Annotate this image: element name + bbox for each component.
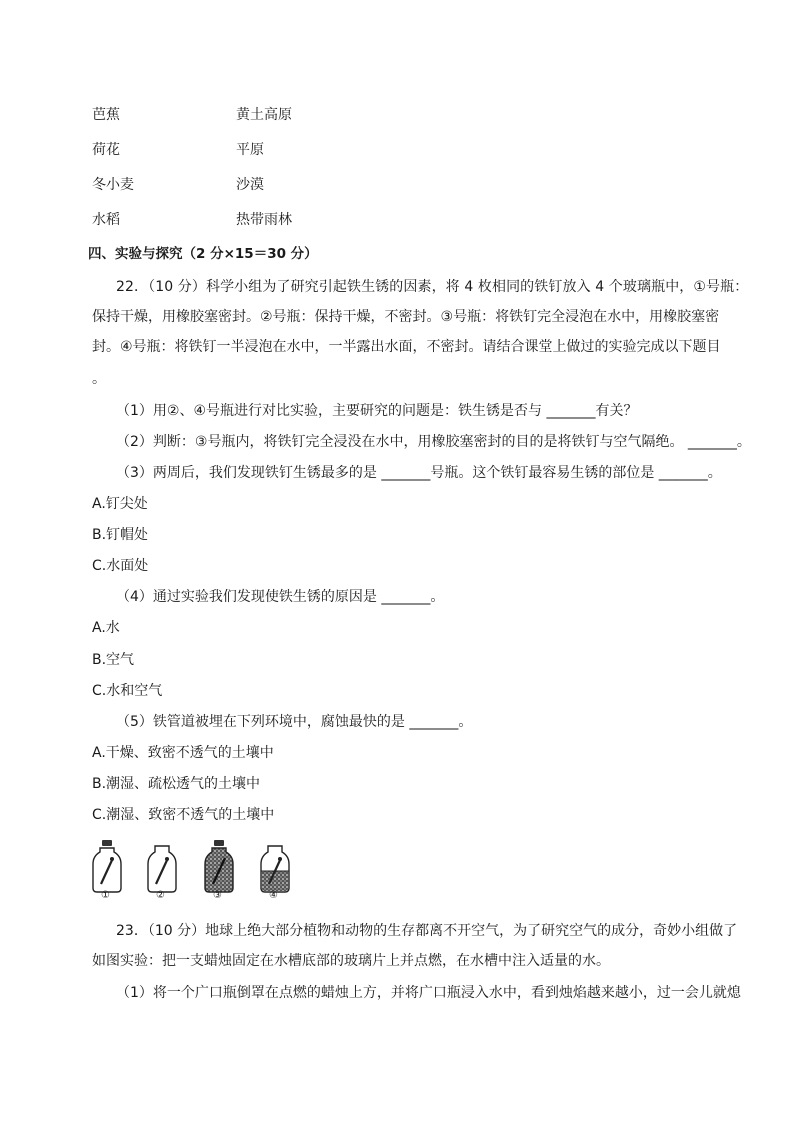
q22-sub3-option-c: C.水面处: [92, 558, 149, 574]
q22-sub3-option-a: A.钉尖处: [92, 496, 148, 512]
q22-sub5: （5）铁管道被埋在下列环境中，腐蚀最快的是 _______。: [116, 714, 473, 730]
pair-right-0: 黄土高原: [236, 107, 292, 123]
pair-right-3: 热带雨林: [236, 212, 292, 228]
q23-line-2: 如图实验：把一支蜡烛固定在水槽底部的玻璃片上并点燃，在水槽中注入适量的水。: [92, 953, 610, 969]
pair-left-3: 水稻: [92, 212, 120, 228]
q22-line-1: 22．（10 分）科学小组为了研究引起铁生锈的因素，将 4 枚相同的铁钉放入 4 个玻璃瓶中，①号瓶：: [116, 279, 749, 295]
pair-right-1: 平原: [236, 142, 264, 158]
q22-line-2: 保持干燥，用橡胶塞密封。②号瓶：保持干燥，不密封。③号瓶：将铁钉完全浸泡在水中，用橡胶塞密: [92, 309, 720, 325]
bottle-2-icon: [148, 846, 176, 892]
q22-sub2: （2）判断：③号瓶内，将铁钉完全浸没在水中，用橡胶塞密封的目的是将铁钉与空气隔绝。 _______。: [116, 434, 751, 450]
q23-line-1: 23．（10 分）地球上绝大部分植物和动物的生存都离不开空气，为了研究空气的成分，奇妙小组做了: [116, 923, 738, 939]
q22-sub4-option-a: A.水: [92, 620, 120, 636]
bottle-3-icon: [205, 840, 233, 892]
q22-sub5-option-b: B.潮湿、疏松透气的土壤中: [92, 776, 261, 792]
bottle-4-icon: [261, 846, 289, 892]
bottle-label-3: ③: [213, 890, 222, 901]
q22-sub5-option-a: A.干燥、致密不透气的土壤中: [92, 745, 274, 761]
pair-left-1: 荷花: [92, 142, 120, 158]
bottle-label-1: ①: [101, 890, 110, 901]
section-title: 四、实验与探究（2 分×15＝30 分）: [88, 246, 318, 262]
q23-line-3: （1）将一个广口瓶倒罩在点燃的蜡烛上方，并将广口瓶浸入水中，看到烛焰越来越小，过一会儿就熄: [116, 985, 741, 1001]
bottles-figure: [90, 838, 300, 902]
bottle-label-4: ④: [269, 890, 278, 901]
pair-left-0: 芭蕉: [92, 107, 120, 123]
pair-left-2: 冬小麦: [92, 177, 134, 193]
q22-sub4: （4）通过实验我们发现使铁生锈的原因是 _______。: [116, 589, 445, 605]
q22-sub4-option-c: C.水和空气: [92, 683, 163, 699]
q22-sub4-option-b: B.空气: [92, 652, 135, 668]
bottle-label-2: ②: [156, 890, 165, 901]
q22-line-3: 封。④号瓶：将铁钉一半浸泡在水中，一半露出水面，不密封。请结合课堂上做过的实验完成以下题目: [92, 339, 721, 355]
pair-right-2: 沙漠: [236, 177, 264, 193]
q22-sub3-option-b: B.钉帽处: [92, 527, 149, 543]
q22-line-4: 。: [92, 371, 106, 387]
q22-sub3: （3）两周后，我们发现铁钉生锈最多的是 _______号瓶。这个铁钉最容易生锈的部位是 _______。: [116, 465, 722, 481]
bottle-1-icon: [93, 840, 121, 892]
q22-sub1: （1）用②、④号瓶进行对比实验，主要研究的问题是：铁生锈是否与 _______有关？: [116, 403, 638, 419]
q22-sub5-option-c: C.潮湿、致密不透气的土壤中: [92, 807, 275, 823]
